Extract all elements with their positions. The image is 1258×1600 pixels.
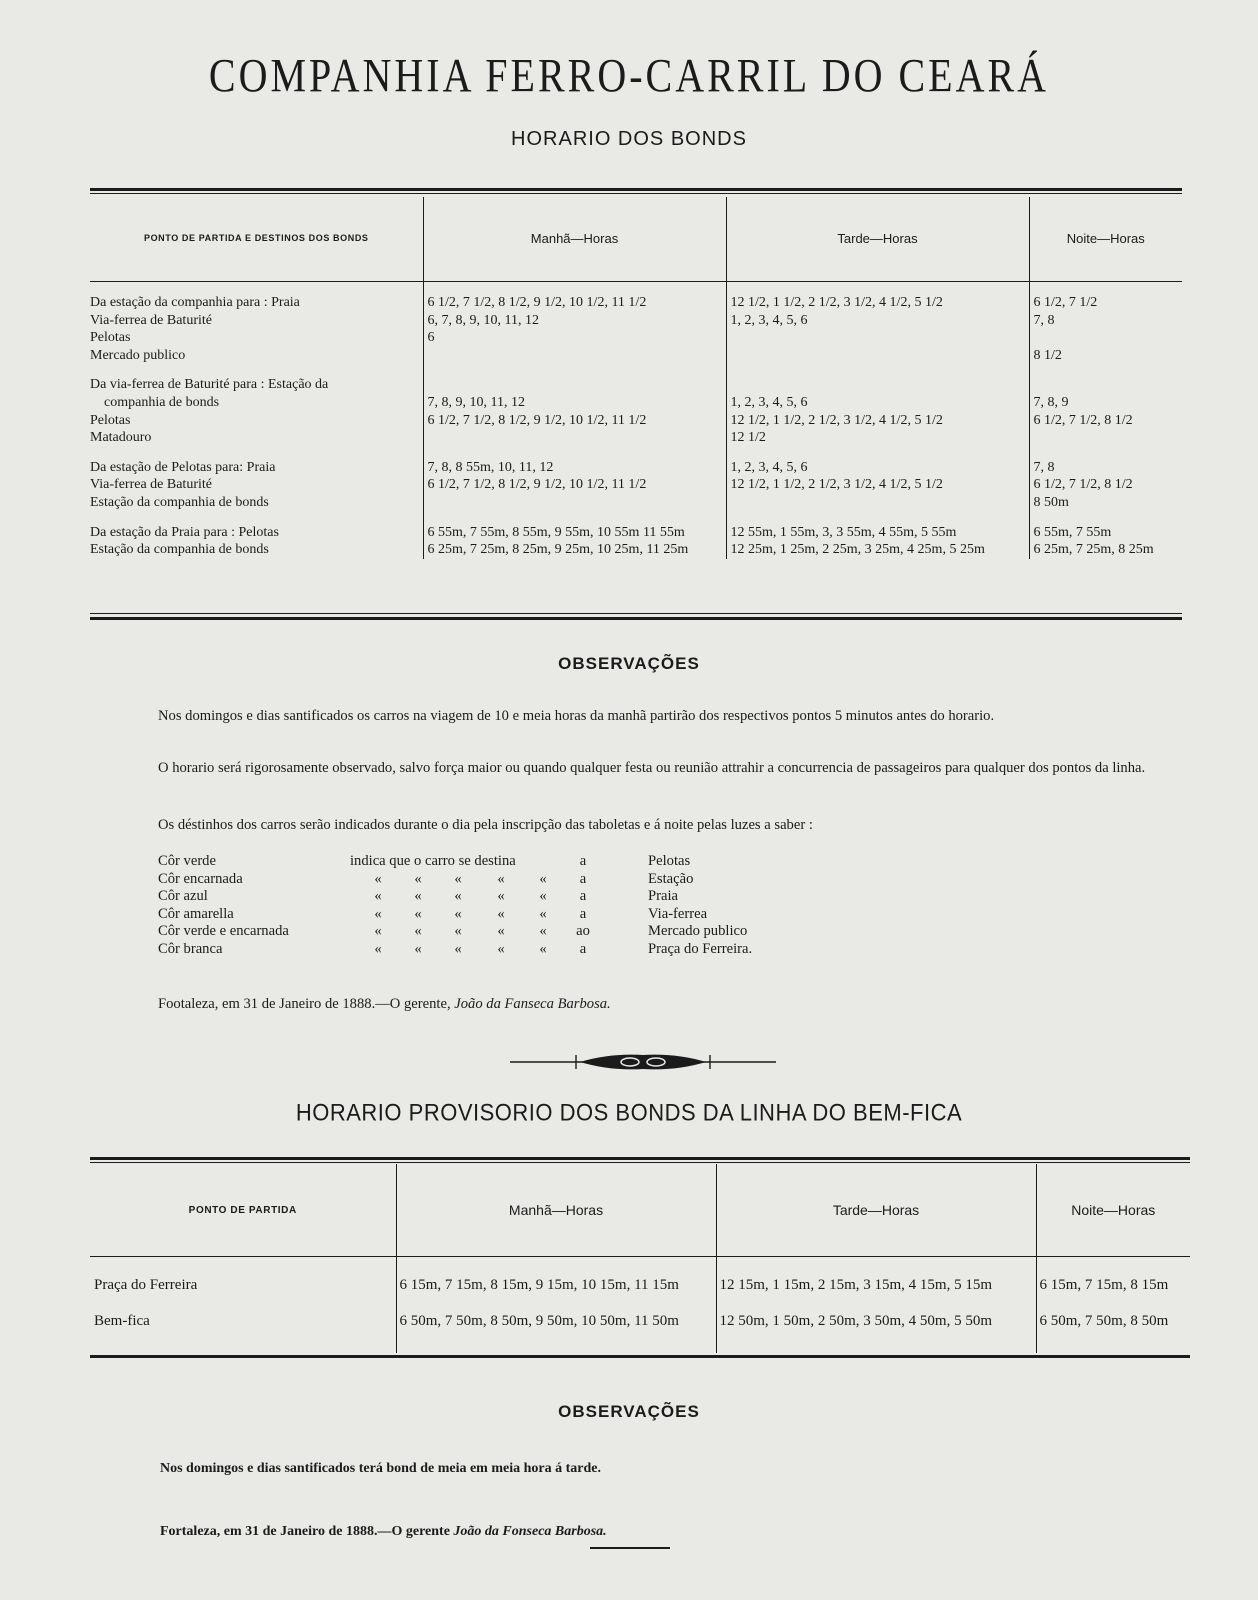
schedule-2-header-row — [90, 1164, 1190, 1257]
col-header-route: PONTO DE PARTIDA E DESTINOS DOS BONDS — [143, 233, 369, 244]
color-quote: a — [579, 940, 587, 957]
table-row — [90, 494, 1182, 512]
table-row — [90, 524, 1182, 542]
cell-morning: 6, 7, 8, 9, 10, 11, 12 — [423, 312, 726, 330]
cell-morning: 6 1/2, 7 1/2, 8 1/2, 9 1/2, 10 1/2, 11 1/2 — [423, 294, 726, 312]
table-row — [90, 347, 1182, 365]
rule-top-2b — [90, 1162, 1190, 1163]
col-header-afternoon: Tarde—Horas — [716, 1164, 1036, 1257]
color-quote: « — [497, 905, 505, 922]
destination-intro: Os déstinhos dos carros serão indicados durante o dia pela inscripção das taboletas e á noite pelas luzes a saber : — [158, 817, 813, 833]
color-destination: Praia — [648, 888, 678, 905]
cell-afternoon — [726, 347, 1029, 365]
col-header-morning: Manhã—Horas — [423, 197, 726, 282]
rule-bottom-1 — [90, 613, 1182, 614]
table-row — [90, 1303, 1190, 1339]
row-label: Pelotas — [90, 330, 131, 346]
color-quote: « — [374, 888, 382, 905]
row-label: Via-ferrea de Baturité — [90, 312, 212, 328]
schedule-table-2 — [90, 1164, 1190, 1353]
color-quote: « — [454, 940, 462, 957]
cell-afternoon: 12 55m, 1 55m, 3, 3 55m, 4 55m, 5 55m — [726, 524, 1029, 542]
color-row — [158, 923, 858, 941]
color-name: Côr verde — [158, 853, 216, 869]
row-label: Via-ferrea de Baturité — [90, 477, 212, 493]
col-header-night: Noite—Horas — [1029, 197, 1182, 282]
table-row — [90, 294, 1182, 312]
subtitle: HORARIO DOS BONDS — [511, 128, 747, 150]
color-quote: « — [454, 870, 462, 887]
signature-2-prefix: Fortaleza, em 31 de Janeiro de 1888.—O gerente — [160, 1524, 450, 1539]
cell-night — [1029, 329, 1182, 347]
cell-morning: 6 50m, 7 50m, 8 50m, 9 50m, 10 50m, 11 50m — [396, 1303, 716, 1339]
row-label: Estação da companhia de bonds — [90, 542, 269, 558]
cell-night: 6 15m, 7 15m, 8 15m — [1036, 1267, 1190, 1303]
signature-underline — [590, 1547, 670, 1549]
cell-night: 8 1/2 — [1029, 347, 1182, 365]
color-quote: « — [454, 905, 462, 922]
row-label: companhia de bonds — [104, 394, 220, 410]
color-row — [158, 871, 858, 889]
row-label: Mercado publico — [90, 347, 186, 363]
cell-afternoon: 12 1/2 — [726, 429, 1029, 447]
color-quote: « — [414, 870, 422, 887]
row-label: Bem-fica — [94, 1313, 150, 1329]
row-label: Matadouro — [90, 430, 152, 446]
color-quote: « — [539, 905, 547, 922]
color-quote: « — [539, 923, 547, 940]
color-quote: a — [579, 905, 587, 922]
color-quote: « — [414, 905, 422, 922]
observation-2-text: Nos domingos e dias santificados terá bond de meia em meia hora á tarde. — [160, 1461, 601, 1476]
row-label: Da estação de Pelotas para: Praia — [90, 459, 276, 475]
rule-top-1b — [90, 193, 1182, 194]
table-row — [90, 394, 1182, 412]
signature-1-name: João da Fanseca Barbosa. — [454, 996, 611, 1012]
cell-morning: 6 1/2, 7 1/2, 8 1/2, 9 1/2, 10 1/2, 11 1/2 — [423, 412, 726, 430]
observations-heading-1: OBSERVAÇÕES — [558, 654, 700, 673]
cell-night — [1029, 429, 1182, 447]
color-name: Côr branca — [158, 940, 223, 957]
rule-bottom-2 — [90, 1355, 1190, 1358]
col-header-afternoon: Tarde—Horas — [726, 197, 1029, 282]
color-legend — [158, 853, 858, 959]
color-quote: « — [539, 940, 547, 957]
table-row — [90, 459, 1182, 477]
color-quote: « — [414, 888, 422, 905]
color-destination: Estação — [648, 870, 694, 887]
cell-morning: 7, 8, 9, 10, 11, 12 — [423, 394, 726, 412]
color-destination: Mercado publico — [648, 923, 748, 940]
schedule-1-header-row — [90, 197, 1182, 282]
table-row — [90, 541, 1182, 559]
cell-afternoon — [726, 329, 1029, 347]
color-name: Côr azul — [158, 888, 208, 905]
row-label: Praça do Ferreira — [94, 1277, 198, 1293]
table-row — [90, 412, 1182, 430]
color-row — [158, 906, 858, 924]
color-destination: Pelotas — [648, 853, 691, 869]
main-title: COMPANHIA FERRO-CARRIL DO CEARÁ — [208, 48, 1050, 103]
signature-1 — [158, 994, 1158, 1015]
cell-afternoon — [726, 376, 1029, 394]
color-quote: « — [374, 905, 382, 922]
cell-morning — [423, 494, 726, 512]
table-row — [90, 476, 1182, 494]
cell-morning: 6 — [423, 329, 726, 347]
cell-afternoon: 1, 2, 3, 4, 5, 6 — [726, 312, 1029, 330]
cell-night: 7, 8 — [1029, 459, 1182, 477]
row-label: Da via-ferrea de Baturité para : Estação da — [90, 377, 329, 393]
color-quote: « — [374, 923, 382, 940]
table-row — [90, 1267, 1190, 1303]
col-header-night: Noite—Horas — [1036, 1164, 1190, 1257]
cell-afternoon: 12 25m, 1 25m, 2 25m, 3 25m, 4 25m, 5 25m — [726, 541, 1029, 559]
schedule-table-1 — [90, 197, 1182, 559]
color-name: Côr verde e encarnada — [158, 923, 289, 940]
observation-paragraph-1: Nos domingos e dias santificados os carros na viagem de 10 e meia horas da manhã partirão dos respectivos pontos 5 minutos antes do horario. — [158, 708, 995, 724]
cell-night: 6 50m, 7 50m, 8 50m — [1036, 1303, 1190, 1339]
cell-night: 6 1/2, 7 1/2 — [1029, 294, 1182, 312]
color-quote: a — [579, 870, 587, 887]
row-label: Da estação da companhia para : Praia — [90, 295, 300, 310]
cell-afternoon: 12 1/2, 1 1/2, 2 1/2, 3 1/2, 4 1/2, 5 1/2 — [726, 476, 1029, 494]
rule-top-1 — [90, 188, 1182, 191]
color-quote: « — [497, 940, 505, 957]
cell-afternoon — [726, 494, 1029, 512]
col-header-morning: Manhã—Horas — [396, 1164, 716, 1257]
cell-night: 6 1/2, 7 1/2, 8 1/2 — [1029, 412, 1182, 430]
cell-afternoon: 12 15m, 1 15m, 2 15m, 3 15m, 4 15m, 5 15m — [716, 1267, 1036, 1303]
color-destination: Praça do Ferreira. — [648, 940, 753, 957]
cell-morning — [423, 347, 726, 365]
cell-afternoon: 12 1/2, 1 1/2, 2 1/2, 3 1/2, 4 1/2, 5 1/2 — [726, 294, 1029, 312]
table-row — [90, 376, 1182, 394]
cell-night: 8 50m — [1029, 494, 1182, 512]
color-row — [158, 853, 858, 871]
color-name: Côr amarella — [158, 905, 234, 922]
color-row — [158, 941, 858, 959]
color-quote: « — [539, 888, 547, 905]
cell-morning: 6 15m, 7 15m, 8 15m, 9 15m, 10 15m, 11 15m — [396, 1267, 716, 1303]
table-row — [90, 312, 1182, 330]
cell-afternoon: 1, 2, 3, 4, 5, 6 — [726, 459, 1029, 477]
cell-morning: 7, 8, 8 55m, 10, 11, 12 — [423, 459, 726, 477]
cell-afternoon: 1, 2, 3, 4, 5, 6 — [726, 394, 1029, 412]
color-quote: « — [454, 923, 462, 940]
color-quote: a — [579, 853, 587, 869]
color-quote: « — [374, 870, 382, 887]
signature-2 — [160, 1521, 1160, 1542]
cell-night: 7, 8 — [1029, 312, 1182, 330]
cell-morning: 6 25m, 7 25m, 8 25m, 9 25m, 10 25m, 11 25m — [423, 541, 726, 559]
schedule-2-title: HORARIO PROVISORIO DOS BONDS DA LINHA DO BEM-FICA — [295, 1098, 963, 1127]
cell-night — [1029, 376, 1182, 394]
color-row — [158, 888, 858, 906]
rule-bottom-1b — [90, 617, 1182, 620]
color-quote: « — [414, 923, 422, 940]
color-name: Côr encarnada — [158, 870, 243, 887]
table-row — [90, 329, 1182, 347]
color-quote: « — [497, 923, 505, 940]
cell-night: 6 25m, 7 25m, 8 25m — [1029, 541, 1182, 559]
row-label: Da estação da Praia para : Pelotas — [90, 524, 279, 540]
cell-morning — [423, 429, 726, 447]
cell-night: 7, 8, 9 — [1029, 394, 1182, 412]
color-destination: Via-ferrea — [648, 905, 708, 922]
rule-top-2 — [90, 1157, 1190, 1160]
cell-afternoon: 12 1/2, 1 1/2, 2 1/2, 3 1/2, 4 1/2, 5 1/2 — [726, 412, 1029, 430]
table-row — [90, 429, 1182, 447]
cell-morning: 6 55m, 7 55m, 8 55m, 9 55m, 10 55m 11 55m — [423, 524, 726, 542]
row-label: Estação da companhia de bonds — [90, 494, 269, 510]
color-quote: « — [454, 888, 462, 905]
color-quote: « — [539, 870, 547, 887]
cell-morning — [423, 376, 726, 394]
color-quote: « — [374, 940, 382, 957]
color-quote: ao — [576, 923, 590, 940]
observation-paragraph-2: O horario será rigorosamente observado, salvo força maior ou quando qualquer festa ou reunião attrahir a concurrencia de passageiros para qualquer dos pontos da linha. — [158, 760, 1146, 776]
cell-afternoon: 12 50m, 1 50m, 2 50m, 3 50m, 4 50m, 5 50m — [716, 1303, 1036, 1339]
color-quote: « — [497, 888, 505, 905]
color-verb: indica que o carro se destina — [350, 853, 516, 869]
signature-2-name: João da Fonseca Barbosa. — [453, 1524, 607, 1539]
observations-heading-2: OBSERVAÇÕES — [558, 1402, 700, 1421]
color-quote: a — [579, 888, 587, 905]
row-label: Pelotas — [90, 412, 131, 428]
col-header-route: PONTO DE PARTIDA — [188, 1204, 297, 1216]
cell-morning: 6 1/2, 7 1/2, 8 1/2, 9 1/2, 10 1/2, 11 1/2 — [423, 476, 726, 494]
cell-night: 6 55m, 7 55m — [1029, 524, 1182, 542]
color-quote: « — [497, 870, 505, 887]
ornament-divider — [510, 1047, 776, 1077]
signature-1-prefix: Footaleza, em 31 de Janeiro de 1888.—O gerente, — [158, 996, 451, 1012]
color-quote: « — [414, 940, 422, 957]
cell-night: 6 1/2, 7 1/2, 8 1/2 — [1029, 476, 1182, 494]
